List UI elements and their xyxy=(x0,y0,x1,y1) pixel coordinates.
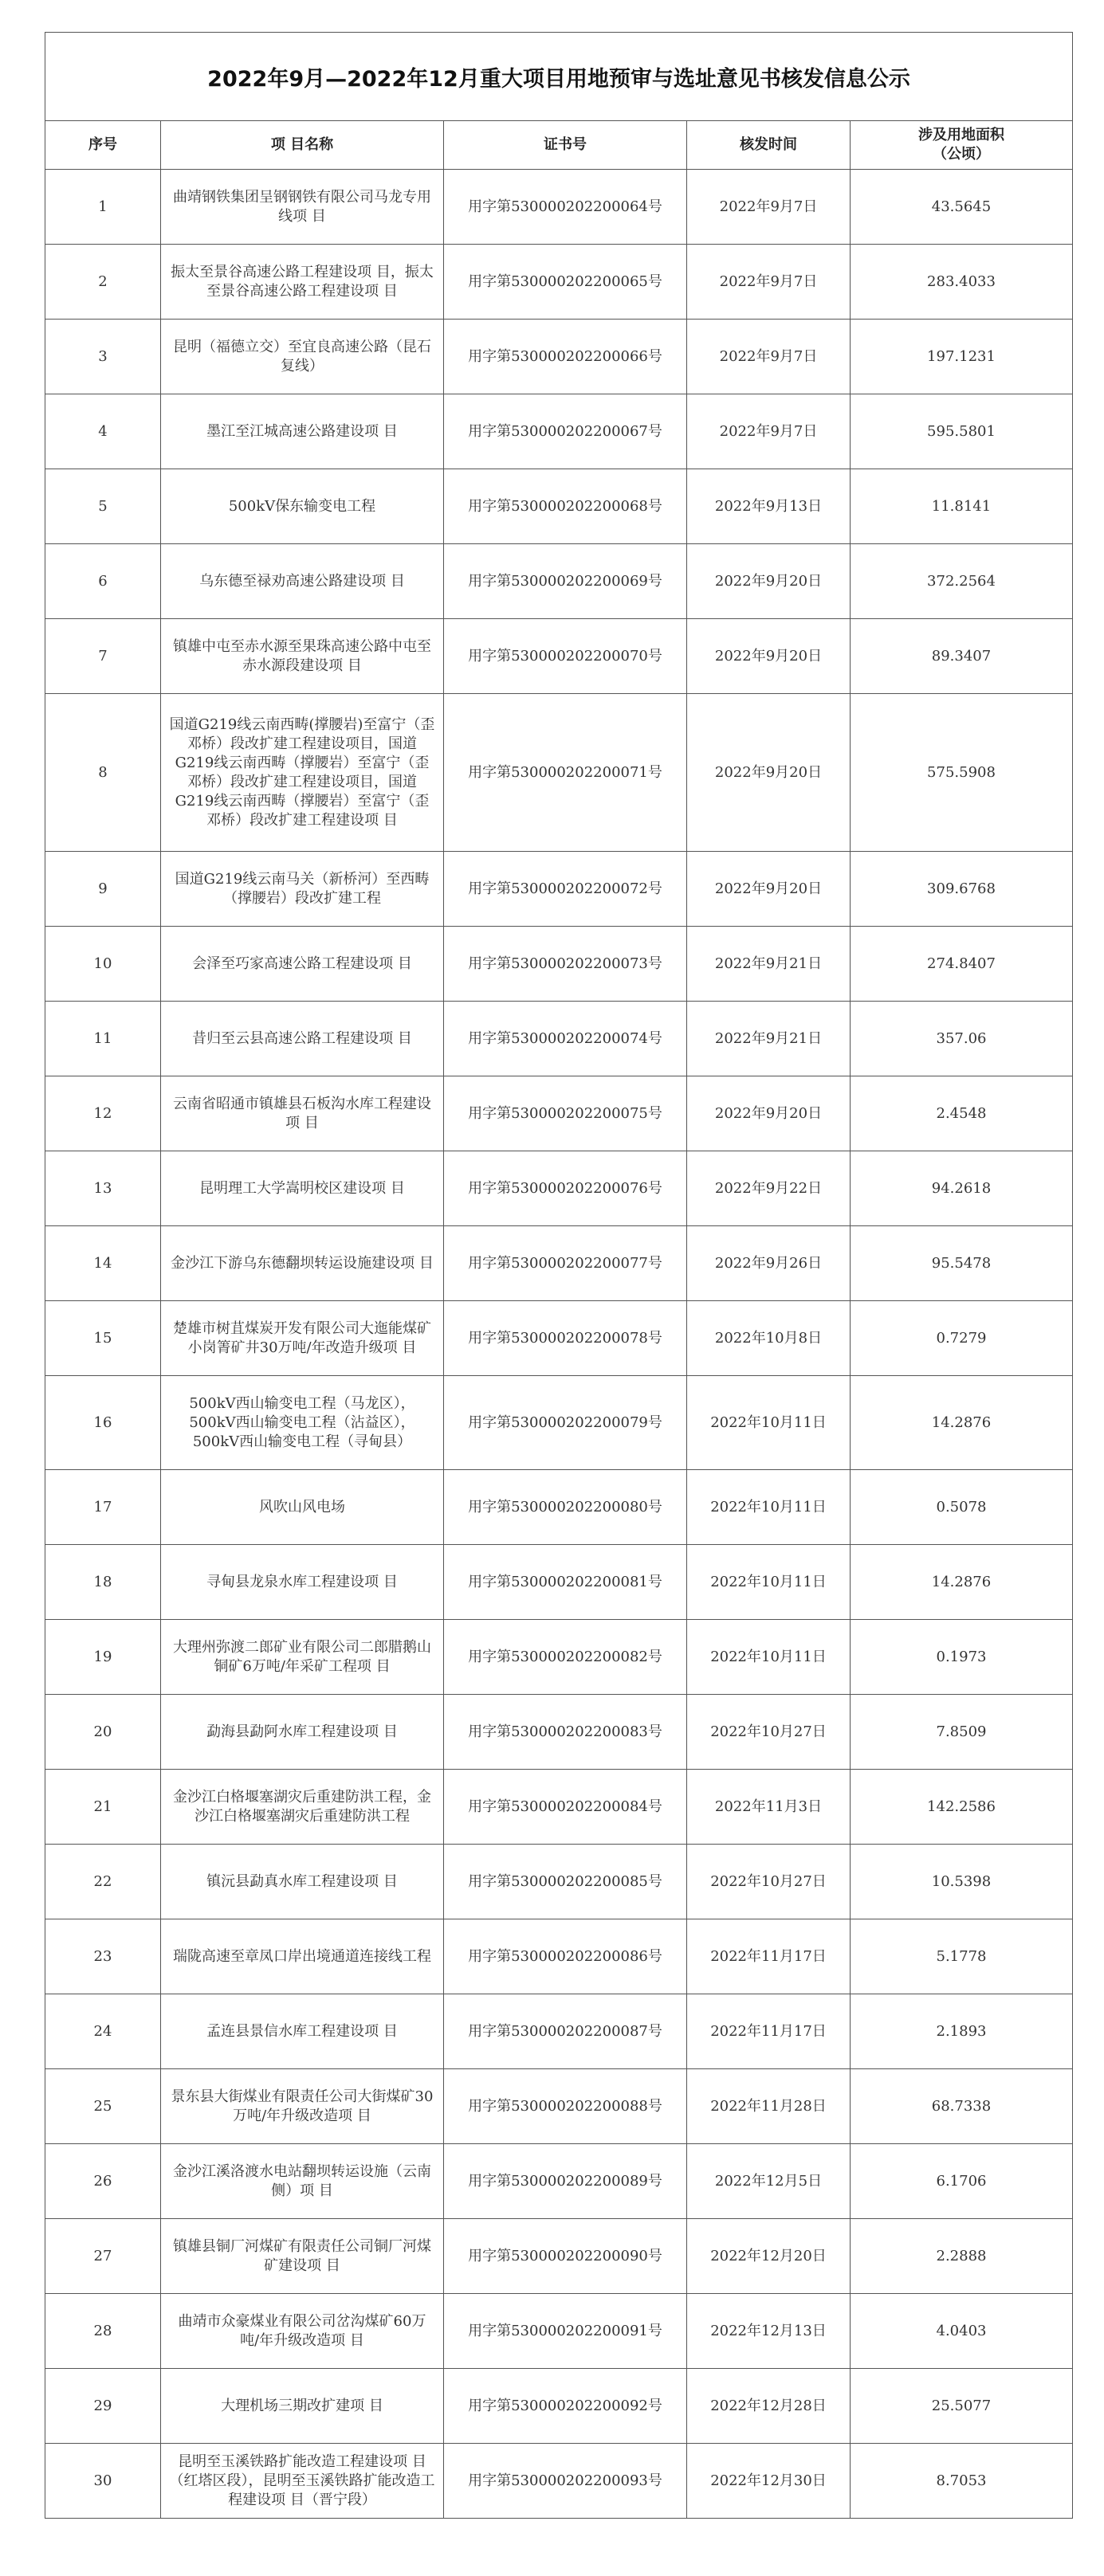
cell-name: 金沙江下游乌东德翻坝转运设施建设项 目 xyxy=(161,1226,444,1301)
cell-name: 楚雄市树苴煤炭开发有限公司大迤能煤矿小岗箐矿井30万吨/年改造升级项 目 xyxy=(161,1301,444,1376)
header-no: 序号 xyxy=(45,121,161,170)
table-row xyxy=(45,2219,1073,2294)
cell-date: 2022年10月11日 xyxy=(687,1376,851,1470)
header-date: 核发时间 xyxy=(687,121,851,170)
cell-area: 142.2586 xyxy=(851,1770,1073,1845)
cell-cert: 用字第530000202200090号 xyxy=(444,2219,687,2294)
cell-area: 372.2564 xyxy=(851,544,1073,619)
header-cert: 证书号 xyxy=(444,121,687,170)
cell-no: 8 xyxy=(45,694,161,852)
cell-name: 寻甸县龙泉水库工程建设项 目 xyxy=(161,1545,444,1620)
cell-date: 2022年12月28日 xyxy=(687,2369,851,2444)
cell-cert: 用字第530000202200071号 xyxy=(444,694,687,852)
cell-no: 4 xyxy=(45,394,161,469)
cell-area: 2.2888 xyxy=(851,2219,1073,2294)
cell-no: 28 xyxy=(45,2294,161,2369)
cell-date: 2022年12月20日 xyxy=(687,2219,851,2294)
cell-no: 20 xyxy=(45,1695,161,1770)
cell-cert: 用字第530000202200088号 xyxy=(444,2069,687,2144)
cell-name: 曲靖市众豪煤业有限公司岔沟煤矿60万吨/年升级改造项 目 xyxy=(161,2294,444,2369)
cell-cert: 用字第530000202200085号 xyxy=(444,1845,687,1919)
cell-date: 2022年10月11日 xyxy=(687,1470,851,1545)
cell-date: 2022年9月20日 xyxy=(687,544,851,619)
cell-date: 2022年9月7日 xyxy=(687,245,851,320)
cell-cert: 用字第530000202200065号 xyxy=(444,245,687,320)
table-row xyxy=(45,694,1073,852)
table-row xyxy=(45,1151,1073,1226)
header-name: 项 目名称 xyxy=(161,121,444,170)
cell-date: 2022年9月7日 xyxy=(687,394,851,469)
cell-cert: 用字第530000202200089号 xyxy=(444,2144,687,2219)
table-row xyxy=(45,320,1073,394)
cell-area: 0.5078 xyxy=(851,1470,1073,1545)
cell-cert: 用字第530000202200081号 xyxy=(444,1545,687,1620)
cell-name: 墨江至江城高速公路建设项 目 xyxy=(161,394,444,469)
table-row xyxy=(45,245,1073,320)
cell-no: 2 xyxy=(45,245,161,320)
cell-date: 2022年10月27日 xyxy=(687,1845,851,1919)
cell-name: 会泽至巧家高速公路工程建设项 目 xyxy=(161,927,444,1002)
cell-cert: 用字第530000202200072号 xyxy=(444,852,687,927)
cell-cert: 用字第530000202200087号 xyxy=(444,1994,687,2069)
cell-date: 2022年9月21日 xyxy=(687,927,851,1002)
cell-no: 16 xyxy=(45,1376,161,1470)
cell-name: 瑞陇高速至章凤口岸出境通道连接线工程 xyxy=(161,1919,444,1994)
table-row xyxy=(45,1226,1073,1301)
cell-area: 95.5478 xyxy=(851,1226,1073,1301)
table-row xyxy=(45,1076,1073,1151)
cell-cert: 用字第530000202200070号 xyxy=(444,619,687,694)
table-row xyxy=(45,2444,1073,2519)
cell-name: 大理机场三期改扩建项 目 xyxy=(161,2369,444,2444)
table-row xyxy=(45,1845,1073,1919)
cell-name: 景东县大街煤业有限责任公司大街煤矿30万吨/年升级改造项 目 xyxy=(161,2069,444,2144)
cell-cert: 用字第530000202200064号 xyxy=(444,170,687,245)
cell-name: 500kV保东输变电工程 xyxy=(161,469,444,544)
table-row xyxy=(45,1002,1073,1076)
cell-area: 7.8509 xyxy=(851,1695,1073,1770)
header-row xyxy=(45,121,1073,170)
cell-area: 5.1778 xyxy=(851,1919,1073,1994)
table-title: 2022年9月—2022年12月重大项目用地预审与选址意见书核发信息公示 xyxy=(45,33,1073,121)
table-row xyxy=(45,1770,1073,1845)
cell-name: 500kV西山输变电工程（马龙区），500kV西山输变电工程（沾益区），500kV西山输变电工程（寻甸县） xyxy=(161,1376,444,1470)
cell-area: 595.5801 xyxy=(851,394,1073,469)
cell-name: 镇沅县勐真水库工程建设项 目 xyxy=(161,1845,444,1919)
table-row xyxy=(45,170,1073,245)
cell-area: 68.7338 xyxy=(851,2069,1073,2144)
table-row xyxy=(45,1301,1073,1376)
cell-name: 昆明至玉溪铁路扩能改造工程建设项 目（红塔区段），昆明至玉溪铁路扩能改造工程建设项 目（晋宁段） xyxy=(161,2444,444,2519)
cell-name: 乌东德至禄劝高速公路建设项 目 xyxy=(161,544,444,619)
cell-cert: 用字第530000202200067号 xyxy=(444,394,687,469)
cell-cert: 用字第530000202200077号 xyxy=(444,1226,687,1301)
table-row xyxy=(45,619,1073,694)
cell-name: 昆明理工大学嵩明校区建设项 目 xyxy=(161,1151,444,1226)
cell-cert: 用字第530000202200074号 xyxy=(444,1002,687,1076)
cell-date: 2022年9月22日 xyxy=(687,1151,851,1226)
cell-date: 2022年11月17日 xyxy=(687,1994,851,2069)
cell-no: 14 xyxy=(45,1226,161,1301)
cell-name: 昆明（福德立交）至宜良高速公路（昆石复线） xyxy=(161,320,444,394)
table-row xyxy=(45,1994,1073,2069)
cell-date: 2022年9月20日 xyxy=(687,619,851,694)
table-row xyxy=(45,2144,1073,2219)
table-row xyxy=(45,2069,1073,2144)
cell-area: 575.5908 xyxy=(851,694,1073,852)
cell-name: 国道G219线云南西畴(撑腰岩)至富宁（歪邓桥）段改扩建工程建设项目，国道G219线云南西畴（撑腰岩）至富宁（歪邓桥）段改扩建工程建设项目，国道G219线云南西畴（撑腰岩）至富宁（歪邓桥）段改扩建工程建设项 目 xyxy=(161,694,444,852)
cell-area: 283.4033 xyxy=(851,245,1073,320)
cell-area: 309.6768 xyxy=(851,852,1073,927)
cell-cert: 用字第530000202200069号 xyxy=(444,544,687,619)
table-row xyxy=(45,469,1073,544)
cell-no: 9 xyxy=(45,852,161,927)
cell-area: 89.3407 xyxy=(851,619,1073,694)
cell-cert: 用字第530000202200066号 xyxy=(444,320,687,394)
cell-area: 4.0403 xyxy=(851,2294,1073,2369)
cell-area: 43.5645 xyxy=(851,170,1073,245)
cell-area: 10.5398 xyxy=(851,1845,1073,1919)
cell-name: 昔归至云县高速公路工程建设项 目 xyxy=(161,1002,444,1076)
cell-area: 94.2618 xyxy=(851,1151,1073,1226)
cell-cert: 用字第530000202200078号 xyxy=(444,1301,687,1376)
cell-no: 6 xyxy=(45,544,161,619)
cell-date: 2022年12月13日 xyxy=(687,2294,851,2369)
cell-no: 7 xyxy=(45,619,161,694)
cell-area: 11.8141 xyxy=(851,469,1073,544)
cell-name: 风吹山风电场 xyxy=(161,1470,444,1545)
cell-cert: 用字第530000202200091号 xyxy=(444,2294,687,2369)
cell-no: 30 xyxy=(45,2444,161,2519)
cell-cert: 用字第530000202200093号 xyxy=(444,2444,687,2519)
cell-name: 金沙江白格堰塞湖灾后重建防洪工程，金沙江白格堰塞湖灾后重建防洪工程 xyxy=(161,1770,444,1845)
cell-date: 2022年10月11日 xyxy=(687,1620,851,1695)
cell-date: 2022年12月30日 xyxy=(687,2444,851,2519)
cell-date: 2022年11月17日 xyxy=(687,1919,851,1994)
disclosure-table xyxy=(45,32,1073,2519)
cell-area: 8.7053 xyxy=(851,2444,1073,2519)
cell-no: 24 xyxy=(45,1994,161,2069)
cell-area: 25.5077 xyxy=(851,2369,1073,2444)
cell-date: 2022年10月27日 xyxy=(687,1695,851,1770)
cell-no: 21 xyxy=(45,1770,161,1845)
table-row xyxy=(45,1470,1073,1545)
table-row xyxy=(45,2369,1073,2444)
cell-no: 11 xyxy=(45,1002,161,1076)
cell-cert: 用字第530000202200084号 xyxy=(444,1770,687,1845)
cell-area: 357.06 xyxy=(851,1002,1073,1076)
cell-date: 2022年9月26日 xyxy=(687,1226,851,1301)
table-row xyxy=(45,544,1073,619)
cell-area: 274.8407 xyxy=(851,927,1073,1002)
cell-no: 3 xyxy=(45,320,161,394)
cell-area: 14.2876 xyxy=(851,1376,1073,1470)
cell-area: 6.1706 xyxy=(851,2144,1073,2219)
cell-name: 云南省昭通市镇雄县石板沟水库工程建设项 目 xyxy=(161,1076,444,1151)
cell-no: 17 xyxy=(45,1470,161,1545)
table-row xyxy=(45,1545,1073,1620)
cell-no: 12 xyxy=(45,1076,161,1151)
table-row xyxy=(45,1376,1073,1470)
cell-date: 2022年10月11日 xyxy=(687,1545,851,1620)
table-row xyxy=(45,1620,1073,1695)
cell-date: 2022年9月7日 xyxy=(687,170,851,245)
cell-no: 22 xyxy=(45,1845,161,1919)
cell-name: 镇雄中屯至赤水源至果珠高速公路中屯至赤水源段建设项 目 xyxy=(161,619,444,694)
cell-cert: 用字第530000202200076号 xyxy=(444,1151,687,1226)
cell-no: 18 xyxy=(45,1545,161,1620)
cell-date: 2022年9月13日 xyxy=(687,469,851,544)
cell-date: 2022年9月20日 xyxy=(687,694,851,852)
table-row xyxy=(45,852,1073,927)
cell-date: 2022年9月20日 xyxy=(687,1076,851,1151)
cell-cert: 用字第530000202200075号 xyxy=(444,1076,687,1151)
disclosure-sheet xyxy=(45,32,1073,2519)
cell-cert: 用字第530000202200086号 xyxy=(444,1919,687,1994)
header-area: 涉及用地面积 （公顷） xyxy=(851,121,1073,170)
cell-name: 国道G219线云南马关（新桥河）至西畴（撑腰岩）段改扩建工程 xyxy=(161,852,444,927)
cell-no: 1 xyxy=(45,170,161,245)
cell-cert: 用字第530000202200080号 xyxy=(444,1470,687,1545)
cell-name: 镇雄县铜厂河煤矿有限责任公司铜厂河煤矿建设项 目 xyxy=(161,2219,444,2294)
table-row xyxy=(45,394,1073,469)
table-row xyxy=(45,1919,1073,1994)
cell-no: 5 xyxy=(45,469,161,544)
table-row xyxy=(45,927,1073,1002)
cell-cert: 用字第530000202200083号 xyxy=(444,1695,687,1770)
table-row xyxy=(45,1695,1073,1770)
cell-area: 14.2876 xyxy=(851,1545,1073,1620)
cell-date: 2022年9月7日 xyxy=(687,320,851,394)
cell-no: 10 xyxy=(45,927,161,1002)
cell-area: 0.7279 xyxy=(851,1301,1073,1376)
cell-cert: 用字第530000202200068号 xyxy=(444,469,687,544)
cell-no: 27 xyxy=(45,2219,161,2294)
cell-date: 2022年12月5日 xyxy=(687,2144,851,2219)
cell-name: 大理州弥渡二郎矿业有限公司二郎腊鹅山铜矿6万吨/年采矿工程项 目 xyxy=(161,1620,444,1695)
cell-no: 23 xyxy=(45,1919,161,1994)
cell-no: 25 xyxy=(45,2069,161,2144)
cell-name: 勐海县勐阿水库工程建设项 目 xyxy=(161,1695,444,1770)
cell-date: 2022年9月20日 xyxy=(687,852,851,927)
cell-no: 19 xyxy=(45,1620,161,1695)
cell-name: 孟连县景信水库工程建设项 目 xyxy=(161,1994,444,2069)
cell-cert: 用字第530000202200092号 xyxy=(444,2369,687,2444)
cell-name: 振太至景谷高速公路工程建设项 目，振太至景谷高速公路工程建设项 目 xyxy=(161,245,444,320)
table-body xyxy=(45,170,1073,2519)
cell-cert: 用字第530000202200082号 xyxy=(444,1620,687,1695)
table-row xyxy=(45,2294,1073,2369)
cell-area: 2.4548 xyxy=(851,1076,1073,1151)
cell-area: 2.1893 xyxy=(851,1994,1073,2069)
cell-name: 曲靖钢铁集团呈钢钢铁有限公司马龙专用线项 目 xyxy=(161,170,444,245)
cell-date: 2022年11月28日 xyxy=(687,2069,851,2144)
cell-date: 2022年10月8日 xyxy=(687,1301,851,1376)
cell-date: 2022年9月21日 xyxy=(687,1002,851,1076)
cell-no: 26 xyxy=(45,2144,161,2219)
cell-date: 2022年11月3日 xyxy=(687,1770,851,1845)
cell-area: 197.1231 xyxy=(851,320,1073,394)
cell-no: 29 xyxy=(45,2369,161,2444)
cell-cert: 用字第530000202200073号 xyxy=(444,927,687,1002)
cell-no: 15 xyxy=(45,1301,161,1376)
cell-area: 0.1973 xyxy=(851,1620,1073,1695)
cell-name: 金沙江溪洛渡水电站翻坝转运设施（云南侧）项 目 xyxy=(161,2144,444,2219)
cell-no: 13 xyxy=(45,1151,161,1226)
cell-cert: 用字第530000202200079号 xyxy=(444,1376,687,1470)
